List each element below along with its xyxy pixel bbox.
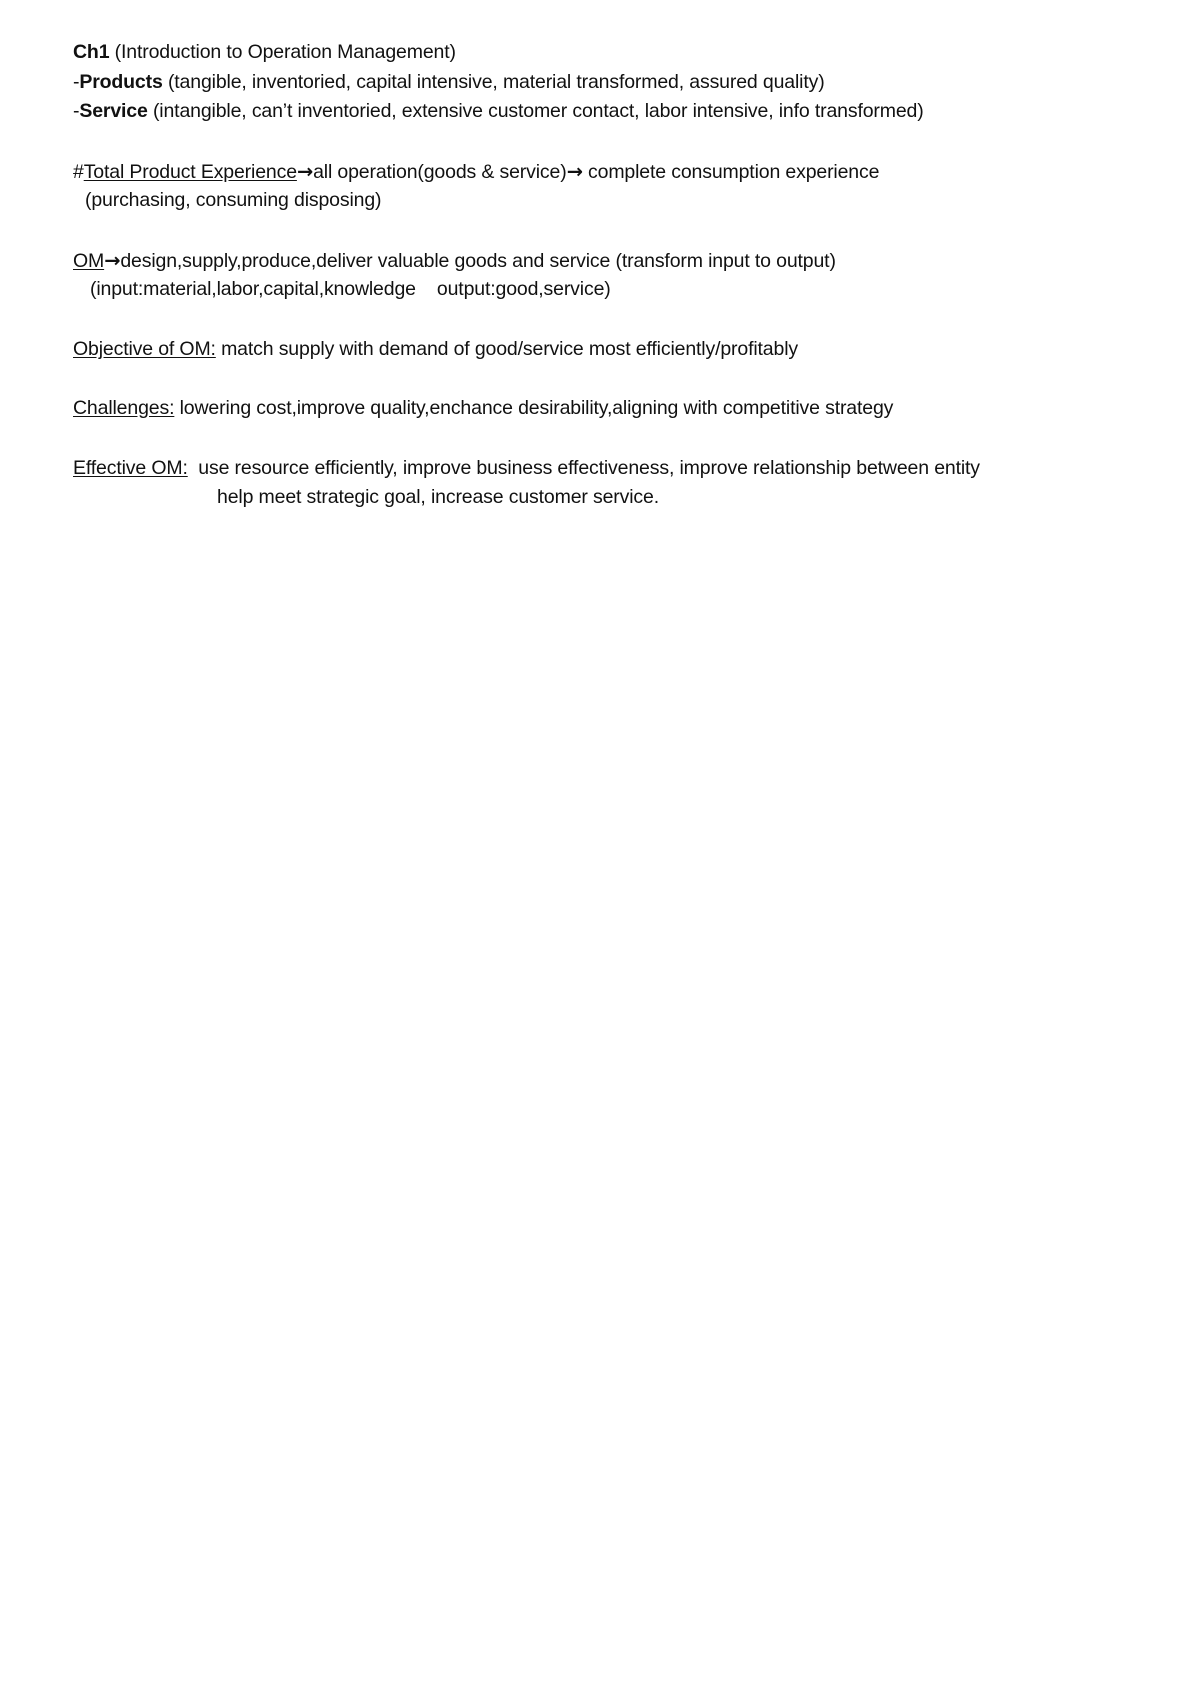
paragraph-gap — [73, 127, 1153, 157]
chapter-title: (Introduction to Operation Management) — [109, 41, 456, 63]
service-label: Service — [79, 100, 148, 122]
objective-line — [73, 335, 1153, 365]
paragraph-gap — [73, 305, 1153, 335]
chapter-number: Ch1 — [73, 41, 110, 63]
service-line — [73, 97, 1153, 127]
tpe-text-2: complete consumption experience — [582, 160, 880, 183]
paragraph-gap — [73, 216, 1153, 246]
tpe-hash: # — [73, 160, 84, 183]
paragraph-gap — [73, 424, 1153, 454]
tpe-detail-line: (purchasing, consuming disposing) — [85, 189, 382, 211]
right-arrow-icon: → — [566, 159, 583, 183]
products-line — [73, 68, 1153, 98]
objective-text: match supply with demand of good/service most efficiently/profitably — [215, 337, 798, 360]
service-text: (intangible, can’t inventoried, extensive customer contact, labor intensive, info transformed) — [147, 100, 924, 122]
products-dash: - — [73, 70, 80, 93]
tpe-label: Total Product Experience — [83, 160, 297, 183]
right-arrow-icon: → — [296, 159, 314, 183]
challenges-text: lowering cost,improve quality,enchance desirability,aligning with competitive strategy — [174, 397, 894, 419]
right-arrow-icon: → — [104, 248, 121, 272]
service-dash: - — [73, 100, 80, 122]
effective-text: use resource efficiently, improve business effectiveness, improve relationship between entity — [187, 456, 980, 479]
om-detail-line: (input:material,labor,capital,knowledge output:good,service) — [90, 278, 611, 300]
effective-label: Effective OM: — [73, 456, 188, 479]
om-label: OM — [73, 249, 105, 272]
om-line — [73, 246, 1153, 276]
tpe-line — [73, 157, 1153, 187]
objective-label: Objective of OM: — [73, 337, 216, 360]
challenges-label: Challenges: — [73, 397, 175, 419]
products-label: Products — [79, 70, 163, 93]
document-body — [73, 38, 1153, 513]
effective-detail-line: help meet strategic goal, increase customer service. — [217, 486, 659, 508]
chapter-title-line — [73, 38, 1153, 68]
tpe-text: all operation(goods & service) — [313, 160, 567, 183]
om-text: design,supply,produce,deliver valuable goods and service (transform input to output) — [120, 249, 836, 272]
products-text: (tangible, inventoried, capital intensive, material transformed, assured quality) — [162, 70, 825, 93]
paragraph-gap — [73, 364, 1153, 394]
challenges-line — [73, 394, 1153, 424]
effective-line — [73, 454, 1153, 484]
